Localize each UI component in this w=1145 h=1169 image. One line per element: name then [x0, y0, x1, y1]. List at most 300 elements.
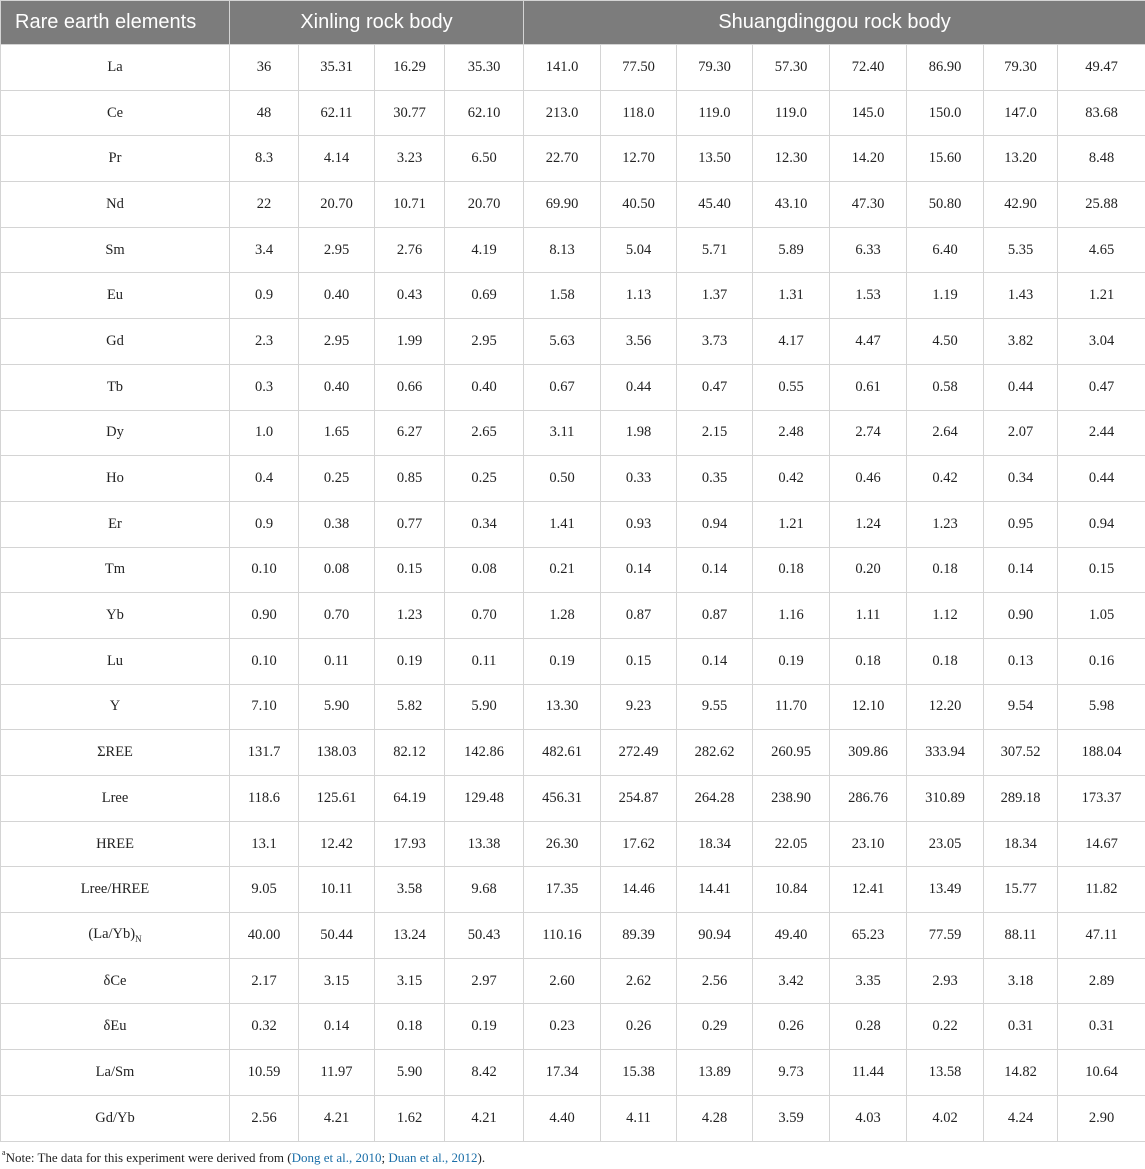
- table-cell: 13.49: [907, 867, 984, 913]
- row-label: Dy: [1, 410, 230, 456]
- table-cell: 0.16: [1058, 638, 1145, 684]
- table-cell: 4.65: [1058, 227, 1145, 273]
- table-cell: 1.13: [601, 273, 677, 319]
- table-cell: 309.86: [830, 730, 907, 776]
- table-cell: 456.31: [524, 776, 601, 822]
- row-label: La: [1, 45, 230, 91]
- table-cell: 45.40: [677, 182, 753, 228]
- table-cell: 13.20: [984, 136, 1058, 182]
- table-row: [1, 1095, 1145, 1141]
- table-cell: 6.40: [907, 227, 984, 273]
- table-cell: 1.21: [1058, 273, 1145, 319]
- table-cell: 145.0: [830, 90, 907, 136]
- table-cell: 0.42: [753, 456, 830, 502]
- table-cell: 0.85: [375, 456, 445, 502]
- table-cell: 254.87: [601, 776, 677, 822]
- table-cell: 0.69: [445, 273, 524, 319]
- table-cell: 88.11: [984, 913, 1058, 959]
- table-cell: 11.70: [753, 684, 830, 730]
- table-cell: 10.11: [299, 867, 375, 913]
- table-cell: 1.65: [299, 410, 375, 456]
- footnote-prefix: Note: The data for this experiment were derived from (: [5, 1150, 292, 1165]
- table-row: [1, 501, 1145, 547]
- table-cell: 3.04: [1058, 319, 1145, 365]
- table-cell: 12.30: [753, 136, 830, 182]
- row-label: Er: [1, 501, 230, 547]
- table-cell: 62.11: [299, 90, 375, 136]
- table-cell: 0.31: [984, 1004, 1058, 1050]
- header-row: [1, 1, 1145, 45]
- table-cell: 3.58: [375, 867, 445, 913]
- table-cell: 141.0: [524, 45, 601, 91]
- table-cell: 4.02: [907, 1095, 984, 1141]
- table-cell: 0.18: [830, 638, 907, 684]
- column-header-xinling: Xinling rock body: [230, 1, 524, 45]
- table-cell: 282.62: [677, 730, 753, 776]
- table-cell: 0.19: [524, 638, 601, 684]
- row-label: ΣREE: [1, 730, 230, 776]
- table-cell: 188.04: [1058, 730, 1145, 776]
- table-cell: 12.42: [299, 821, 375, 867]
- table-cell: 49.40: [753, 913, 830, 959]
- table-cell: 12.20: [907, 684, 984, 730]
- table-cell: 142.86: [445, 730, 524, 776]
- table-cell: 5.35: [984, 227, 1058, 273]
- table-cell: 79.30: [677, 45, 753, 91]
- table-cell: 4.03: [830, 1095, 907, 1141]
- table-cell: 0.23: [524, 1004, 601, 1050]
- table-cell: 0.66: [375, 364, 445, 410]
- table-cell: 0.43: [375, 273, 445, 319]
- table-cell: 1.12: [907, 593, 984, 639]
- table-cell: 0.44: [1058, 456, 1145, 502]
- table-cell: 8.3: [230, 136, 299, 182]
- table-cell: 4.50: [907, 319, 984, 365]
- table-cell: 2.56: [677, 958, 753, 1004]
- table-cell: 0.93: [601, 501, 677, 547]
- table-row: [1, 182, 1145, 228]
- table-cell: 20.70: [299, 182, 375, 228]
- table-cell: 0.50: [524, 456, 601, 502]
- table-cell: 43.10: [753, 182, 830, 228]
- table-cell: 2.76: [375, 227, 445, 273]
- table-cell: 50.43: [445, 913, 524, 959]
- table-cell: 5.90: [299, 684, 375, 730]
- table-cell: 0.67: [524, 364, 601, 410]
- table-cell: 0.44: [984, 364, 1058, 410]
- table-cell: 40.00: [230, 913, 299, 959]
- table-cell: 13.1: [230, 821, 299, 867]
- table-cell: 2.74: [830, 410, 907, 456]
- table-cell: 5.90: [445, 684, 524, 730]
- table-cell: 62.10: [445, 90, 524, 136]
- table-row: [1, 776, 1145, 822]
- table-row: [1, 958, 1145, 1004]
- table-cell: 3.56: [601, 319, 677, 365]
- table-row: [1, 638, 1145, 684]
- table-cell: 13.30: [524, 684, 601, 730]
- table-cell: 4.17: [753, 319, 830, 365]
- table-cell: 10.84: [753, 867, 830, 913]
- table-cell: 286.76: [830, 776, 907, 822]
- table-cell: 11.44: [830, 1050, 907, 1096]
- table-cell: 64.19: [375, 776, 445, 822]
- table-cell: 1.98: [601, 410, 677, 456]
- table-cell: 17.93: [375, 821, 445, 867]
- table-cell: 6.50: [445, 136, 524, 182]
- table-row: [1, 684, 1145, 730]
- table-cell: 138.03: [299, 730, 375, 776]
- table-row: [1, 593, 1145, 639]
- table-cell: 23.10: [830, 821, 907, 867]
- table-cell: 25.88: [1058, 182, 1145, 228]
- table-cell: 0.70: [299, 593, 375, 639]
- table-cell: 5.71: [677, 227, 753, 273]
- table-cell: 0.40: [299, 364, 375, 410]
- table-cell: 3.73: [677, 319, 753, 365]
- table-cell: 0.26: [753, 1004, 830, 1050]
- table-row: [1, 913, 1145, 959]
- table-cell: 69.90: [524, 182, 601, 228]
- table-cell: 173.37: [1058, 776, 1145, 822]
- citation-link-duan[interactable]: Duan et al., 2012: [388, 1150, 478, 1165]
- citation-link-dong[interactable]: Dong et al., 2010: [291, 1150, 382, 1165]
- table-cell: 11.97: [299, 1050, 375, 1096]
- table-cell: 36: [230, 45, 299, 91]
- table-cell: 0.11: [299, 638, 375, 684]
- table-cell: 110.16: [524, 913, 601, 959]
- table-cell: 17.62: [601, 821, 677, 867]
- table-cell: 125.61: [299, 776, 375, 822]
- table-cell: 49.47: [1058, 45, 1145, 91]
- table-cell: 0.87: [677, 593, 753, 639]
- table-cell: 289.18: [984, 776, 1058, 822]
- table-cell: 0.32: [230, 1004, 299, 1050]
- table-cell: 307.52: [984, 730, 1058, 776]
- row-label: Lree: [1, 776, 230, 822]
- table-cell: 0.3: [230, 364, 299, 410]
- table-cell: 14.41: [677, 867, 753, 913]
- table-cell: 3.82: [984, 319, 1058, 365]
- table-cell: 9.54: [984, 684, 1058, 730]
- table-cell: 150.0: [907, 90, 984, 136]
- table-cell: 17.34: [524, 1050, 601, 1096]
- table-cell: 0.70: [445, 593, 524, 639]
- table-cell: 1.62: [375, 1095, 445, 1141]
- table-cell: 1.05: [1058, 593, 1145, 639]
- row-label: Ce: [1, 90, 230, 136]
- table-cell: 0.58: [907, 364, 984, 410]
- table-cell: 65.23: [830, 913, 907, 959]
- table-cell: 4.21: [445, 1095, 524, 1141]
- table-row: [1, 319, 1145, 365]
- table-cell: 14.67: [1058, 821, 1145, 867]
- row-label: Tm: [1, 547, 230, 593]
- table-cell: 72.40: [830, 45, 907, 91]
- table-cell: 0.18: [907, 638, 984, 684]
- table-cell: 79.30: [984, 45, 1058, 91]
- table-cell: 0.25: [299, 456, 375, 502]
- table-cell: 47.30: [830, 182, 907, 228]
- table-cell: 5.04: [601, 227, 677, 273]
- table-cell: 9.05: [230, 867, 299, 913]
- table-cell: 23.05: [907, 821, 984, 867]
- table-cell: 10.59: [230, 1050, 299, 1096]
- table-cell: 0.34: [445, 501, 524, 547]
- table-row: [1, 867, 1145, 913]
- table-cell: 310.89: [907, 776, 984, 822]
- table-cell: 0.40: [299, 273, 375, 319]
- table-cell: 0.34: [984, 456, 1058, 502]
- table-cell: 22.05: [753, 821, 830, 867]
- table-cell: 2.64: [907, 410, 984, 456]
- table-cell: 0.19: [445, 1004, 524, 1050]
- footnote-separator: ;: [381, 1150, 389, 1165]
- table-cell: 238.90: [753, 776, 830, 822]
- table-cell: 2.62: [601, 958, 677, 1004]
- table-cell: 17.35: [524, 867, 601, 913]
- table-cell: 3.23: [375, 136, 445, 182]
- table-cell: 35.31: [299, 45, 375, 91]
- table-cell: 0.40: [445, 364, 524, 410]
- row-label: Tb: [1, 364, 230, 410]
- row-label: La/Sm: [1, 1050, 230, 1096]
- table-cell: 14.46: [601, 867, 677, 913]
- table-cell: 482.61: [524, 730, 601, 776]
- row-label: Gd/Yb: [1, 1095, 230, 1141]
- table-cell: 6.27: [375, 410, 445, 456]
- table-body: [1, 45, 1145, 1142]
- table-cell: 0.15: [375, 547, 445, 593]
- table-cell: 90.94: [677, 913, 753, 959]
- table-cell: 12.41: [830, 867, 907, 913]
- table-cell: 12.10: [830, 684, 907, 730]
- table-cell: 1.31: [753, 273, 830, 319]
- table-cell: 0.47: [1058, 364, 1145, 410]
- table-cell: 4.47: [830, 319, 907, 365]
- row-label: HREE: [1, 821, 230, 867]
- table-row: [1, 273, 1145, 319]
- table-cell: 4.28: [677, 1095, 753, 1141]
- table-cell: 0.90: [230, 593, 299, 639]
- table-cell: 119.0: [753, 90, 830, 136]
- table-cell: 260.95: [753, 730, 830, 776]
- table-cell: 0.94: [1058, 501, 1145, 547]
- table-cell: 3.18: [984, 958, 1058, 1004]
- table-cell: 0.15: [601, 638, 677, 684]
- table-cell: 30.77: [375, 90, 445, 136]
- table-cell: 2.95: [299, 227, 375, 273]
- table-cell: 0.44: [601, 364, 677, 410]
- table-cell: 0.42: [907, 456, 984, 502]
- table-row: [1, 364, 1145, 410]
- table-cell: 13.38: [445, 821, 524, 867]
- table-cell: 3.42: [753, 958, 830, 1004]
- table-cell: 77.59: [907, 913, 984, 959]
- table-cell: 77.50: [601, 45, 677, 91]
- row-label: Lu: [1, 638, 230, 684]
- table-cell: 0.10: [230, 638, 299, 684]
- table-cell: 0.20: [830, 547, 907, 593]
- table-cell: 20.70: [445, 182, 524, 228]
- table-cell: 50.44: [299, 913, 375, 959]
- row-label: Lree/HREE: [1, 867, 230, 913]
- table-row: [1, 227, 1145, 273]
- table-cell: 5.63: [524, 319, 601, 365]
- table-cell: 1.53: [830, 273, 907, 319]
- table-cell: 40.50: [601, 182, 677, 228]
- table-cell: 0.19: [375, 638, 445, 684]
- table-cell: 2.95: [299, 319, 375, 365]
- table-cell: 83.68: [1058, 90, 1145, 136]
- table-cell: 0.28: [830, 1004, 907, 1050]
- row-label: Gd: [1, 319, 230, 365]
- table-cell: 0.35: [677, 456, 753, 502]
- table-cell: 119.0: [677, 90, 753, 136]
- table-cell: 0.15: [1058, 547, 1145, 593]
- table-cell: 14.82: [984, 1050, 1058, 1096]
- table-cell: 89.39: [601, 913, 677, 959]
- table-cell: 15.60: [907, 136, 984, 182]
- table-cell: 0.4: [230, 456, 299, 502]
- table-cell: 0.87: [601, 593, 677, 639]
- table-cell: 26.30: [524, 821, 601, 867]
- table-cell: 1.58: [524, 273, 601, 319]
- table-cell: 131.7: [230, 730, 299, 776]
- table-cell: 2.65: [445, 410, 524, 456]
- table-cell: 0.11: [445, 638, 524, 684]
- row-label: δCe: [1, 958, 230, 1004]
- table-cell: 47.11: [1058, 913, 1145, 959]
- table-cell: 118.0: [601, 90, 677, 136]
- footnote-suffix: ).: [477, 1150, 486, 1165]
- table-cell: 4.19: [445, 227, 524, 273]
- table-cell: 0.18: [375, 1004, 445, 1050]
- table-cell: 0.21: [524, 547, 601, 593]
- table-cell: 0.25: [445, 456, 524, 502]
- table-cell: 9.73: [753, 1050, 830, 1096]
- table-cell: 272.49: [601, 730, 677, 776]
- table-cell: 10.64: [1058, 1050, 1145, 1096]
- table-cell: 0.29: [677, 1004, 753, 1050]
- table-row: [1, 90, 1145, 136]
- table-cell: 2.3: [230, 319, 299, 365]
- table-row: [1, 730, 1145, 776]
- table-cell: 11.82: [1058, 867, 1145, 913]
- row-label: Y: [1, 684, 230, 730]
- table-cell: 0.31: [1058, 1004, 1145, 1050]
- table-cell: 15.77: [984, 867, 1058, 913]
- table-row: [1, 45, 1145, 91]
- table-cell: 0.22: [907, 1004, 984, 1050]
- table-cell: 12.70: [601, 136, 677, 182]
- column-header-elements: Rare earth elements: [1, 1, 230, 45]
- table-cell: 0.14: [677, 638, 753, 684]
- table-cell: 0.94: [677, 501, 753, 547]
- table-cell: 2.17: [230, 958, 299, 1004]
- table-cell: 1.11: [830, 593, 907, 639]
- table-cell: 1.37: [677, 273, 753, 319]
- table-cell: 9.55: [677, 684, 753, 730]
- table-cell: 3.4: [230, 227, 299, 273]
- row-label: Sm: [1, 227, 230, 273]
- table-cell: 22: [230, 182, 299, 228]
- table-row: [1, 547, 1145, 593]
- table-cell: 0.14: [299, 1004, 375, 1050]
- table-cell: 0.08: [445, 547, 524, 593]
- table-cell: 0.14: [601, 547, 677, 593]
- table-cell: 35.30: [445, 45, 524, 91]
- table-cell: 0.90: [984, 593, 1058, 639]
- table-cell: 0.14: [984, 547, 1058, 593]
- table-cell: 0.46: [830, 456, 907, 502]
- table-cell: 4.40: [524, 1095, 601, 1141]
- table-cell: 42.90: [984, 182, 1058, 228]
- table-cell: 82.12: [375, 730, 445, 776]
- table-cell: 0.55: [753, 364, 830, 410]
- table-cell: 8.48: [1058, 136, 1145, 182]
- table-cell: 2.44: [1058, 410, 1145, 456]
- table-row: [1, 1004, 1145, 1050]
- table-cell: 0.18: [753, 547, 830, 593]
- table-cell: 0.26: [601, 1004, 677, 1050]
- table-cell: 6.33: [830, 227, 907, 273]
- table-cell: 118.6: [230, 776, 299, 822]
- table-cell: 147.0: [984, 90, 1058, 136]
- table-row: [1, 456, 1145, 502]
- table-cell: 0.14: [677, 547, 753, 593]
- footnote-marker: a: [2, 1148, 6, 1157]
- row-label: Pr: [1, 136, 230, 182]
- table-cell: 213.0: [524, 90, 601, 136]
- table-cell: 5.90: [375, 1050, 445, 1096]
- table-cell: 0.47: [677, 364, 753, 410]
- row-label: Eu: [1, 273, 230, 319]
- table-cell: 1.24: [830, 501, 907, 547]
- table-cell: 3.11: [524, 410, 601, 456]
- table-cell: 14.20: [830, 136, 907, 182]
- table-cell: 1.16: [753, 593, 830, 639]
- table-cell: 2.95: [445, 319, 524, 365]
- table-row: [1, 410, 1145, 456]
- table-cell: 0.95: [984, 501, 1058, 547]
- table-cell: 0.10: [230, 547, 299, 593]
- table-cell: 0.9: [230, 501, 299, 547]
- table-cell: 3.35: [830, 958, 907, 1004]
- table-cell: 8.42: [445, 1050, 524, 1096]
- table-cell: 0.9: [230, 273, 299, 319]
- table-cell: 1.41: [524, 501, 601, 547]
- table-cell: 1.23: [375, 593, 445, 639]
- table-cell: 5.89: [753, 227, 830, 273]
- table-cell: 4.21: [299, 1095, 375, 1141]
- table-cell: 13.58: [907, 1050, 984, 1096]
- row-label: Nd: [1, 182, 230, 228]
- table-cell: 18.34: [984, 821, 1058, 867]
- table-cell: 2.60: [524, 958, 601, 1004]
- table-cell: 1.19: [907, 273, 984, 319]
- table-cell: 0.61: [830, 364, 907, 410]
- table-cell: 5.98: [1058, 684, 1145, 730]
- table-cell: 22.70: [524, 136, 601, 182]
- table-cell: 2.90: [1058, 1095, 1145, 1141]
- table-cell: 0.18: [907, 547, 984, 593]
- table-row: [1, 136, 1145, 182]
- table-cell: 0.77: [375, 501, 445, 547]
- table-cell: 5.82: [375, 684, 445, 730]
- table-cell: 3.59: [753, 1095, 830, 1141]
- row-label: δEu: [1, 1004, 230, 1050]
